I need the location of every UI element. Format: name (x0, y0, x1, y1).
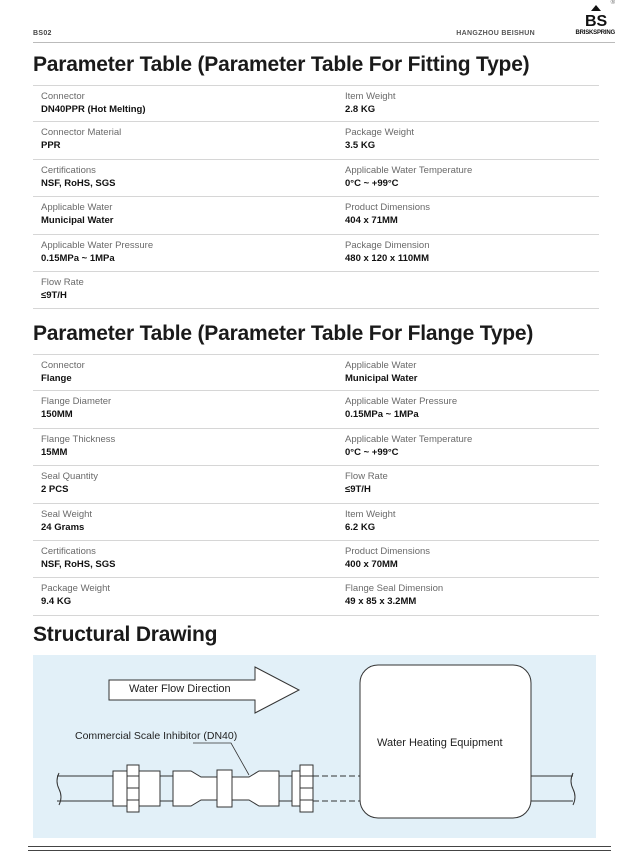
parameter-label: Applicable Water (41, 202, 113, 214)
parameter-row (33, 504, 599, 541)
registered-mark: ® (610, 0, 615, 6)
parameter-cell (33, 235, 316, 271)
parameter-value: 9.4 KG (41, 596, 72, 608)
parameter-cell (33, 122, 316, 158)
footer-divider-bottom (28, 850, 611, 851)
parameter-cell (316, 235, 599, 271)
parameter-label: Flange Seal Dimension (345, 583, 444, 595)
footer-divider-top (28, 846, 611, 847)
parameter-cell (316, 466, 599, 502)
parameter-row (33, 85, 599, 122)
parameter-row (33, 391, 599, 428)
flow-direction-label: Water Flow Direction (129, 683, 231, 695)
parameter-cell (33, 355, 316, 390)
parameter-label: Package Weight (41, 583, 111, 595)
parameter-row (33, 235, 599, 272)
parameter-label: Seal Quantity (41, 471, 99, 483)
parameter-row (33, 122, 599, 159)
parameter-label: Package Weight (345, 127, 415, 139)
parameter-label: Product Dimensions (345, 202, 431, 214)
parameter-value: 2.8 KG (345, 104, 376, 115)
parameter-cell (33, 504, 316, 540)
parameter-row (33, 354, 599, 391)
parameter-cell (316, 355, 599, 390)
parameter-cell (33, 391, 316, 427)
document-code: BS02 (33, 30, 52, 37)
flange-table-title: Parameter Table (Parameter Table For Flange Type) (33, 322, 534, 345)
parameter-value: ≤9T/H (41, 289, 67, 301)
parameter-value: ≤9T/H (345, 484, 371, 496)
parameter-value: 0.15MPa ~ 1MPa (345, 409, 419, 421)
parameter-label: Connector (41, 360, 85, 371)
parameter-row (33, 197, 599, 234)
parameter-cell (316, 197, 599, 233)
parameter-cell (33, 197, 316, 233)
parameter-value: 49 x 85 x 3.2MM (345, 596, 417, 608)
equipment-label: Water Heating Equipment (377, 737, 503, 749)
parameter-value: 2 PCS (41, 484, 69, 496)
parameter-label: Package Dimension (345, 239, 430, 251)
parameter-label: Certifications (41, 545, 96, 557)
parameter-cell (33, 86, 316, 121)
parameter-value: Municipal Water (41, 215, 114, 227)
parameter-cell (33, 466, 316, 502)
parameter-cell (316, 504, 599, 540)
flange-parameter-table (33, 354, 599, 616)
parameter-label: Flange Thickness (41, 433, 116, 445)
parameter-label: Item Weight (345, 91, 396, 102)
parameter-cell (316, 541, 599, 577)
parameter-value: 480 x 120 x 110MM (345, 252, 429, 264)
parameter-value: Flange (41, 373, 72, 384)
parameter-label: Seal Weight (41, 508, 93, 520)
brand-name: BRISKSPRING (575, 30, 615, 36)
parameter-value: NSF, RoHS, SGS (41, 177, 116, 189)
parameter-label: Applicable Water Temperature (345, 433, 473, 445)
parameter-value: Municipal Water (345, 373, 418, 384)
parameter-value: 404 x 71MM (345, 215, 398, 227)
parameter-label: Item Weight (345, 508, 396, 520)
parameter-cell (316, 160, 599, 196)
inhibitor-label: Commercial Scale Inhibitor (DN40) (75, 730, 238, 742)
parameter-label: Flange Diameter (41, 396, 112, 408)
structural-drawing (33, 655, 596, 838)
parameter-cell (33, 541, 316, 577)
parameter-label: Connector Material (41, 127, 122, 139)
parameter-label: Flow Rate (345, 471, 388, 483)
parameter-label: Applicable Water (345, 360, 417, 371)
left-union-nut (113, 765, 160, 812)
parameter-label: Certifications (41, 164, 96, 176)
parameter-value: 15MM (41, 446, 68, 458)
parameter-label: Product Dimensions (345, 545, 431, 557)
parameter-cell (33, 272, 316, 308)
brand-logo-icon (583, 4, 609, 28)
parameter-cell (33, 429, 316, 465)
fitting-parameter-table (33, 85, 599, 309)
parameter-row (33, 466, 599, 503)
parameter-value: 400 x 70MM (345, 558, 398, 570)
parameter-cell (316, 122, 599, 158)
fitting-table-title: Parameter Table (Parameter Table For Fitting Type) (33, 53, 530, 76)
parameter-value: PPR (41, 140, 61, 152)
svg-text:BS: BS (585, 13, 608, 28)
parameter-row (33, 541, 599, 578)
parameter-cell (33, 160, 316, 196)
parameter-value: NSF, RoHS, SGS (41, 558, 116, 570)
parameter-row (33, 272, 599, 309)
parameter-row (33, 429, 599, 466)
parameter-row (33, 160, 599, 197)
parameter-cell (316, 391, 599, 427)
inhibitor-body (173, 770, 279, 807)
parameter-value: 6.2 KG (345, 521, 376, 533)
parameter-value: 150MM (41, 409, 73, 421)
parameter-value: 0°C ~ +99°C (345, 177, 399, 189)
parameter-label: Flow Rate (41, 276, 84, 288)
parameter-label: Applicable Water Pressure (345, 396, 458, 408)
parameter-cell (316, 272, 599, 308)
parameter-row (33, 578, 599, 615)
parameter-label: Applicable Water Temperature (345, 164, 473, 176)
parameter-label: Applicable Water Pressure (41, 239, 154, 251)
parameter-cell (33, 578, 316, 614)
parameter-value: DN40PPR (Hot Melting) (41, 104, 146, 115)
parameter-value: 3.5 KG (345, 140, 376, 152)
parameter-value: 24 Grams (41, 521, 85, 533)
parameter-cell (316, 86, 599, 121)
parameter-label: Connector (41, 91, 85, 102)
right-union-nut (292, 765, 313, 812)
parameter-cell (316, 578, 599, 614)
parameter-value: 0.15MPa ~ 1MPa (41, 252, 115, 264)
parameter-cell (316, 429, 599, 465)
structural-drawing-title: Structural Drawing (33, 623, 218, 646)
company-name: HANGZHOU BEISHUN (456, 30, 535, 37)
parameter-value: 0°C ~ +99°C (345, 446, 399, 458)
page-header (33, 0, 615, 40)
header-divider (33, 42, 615, 43)
